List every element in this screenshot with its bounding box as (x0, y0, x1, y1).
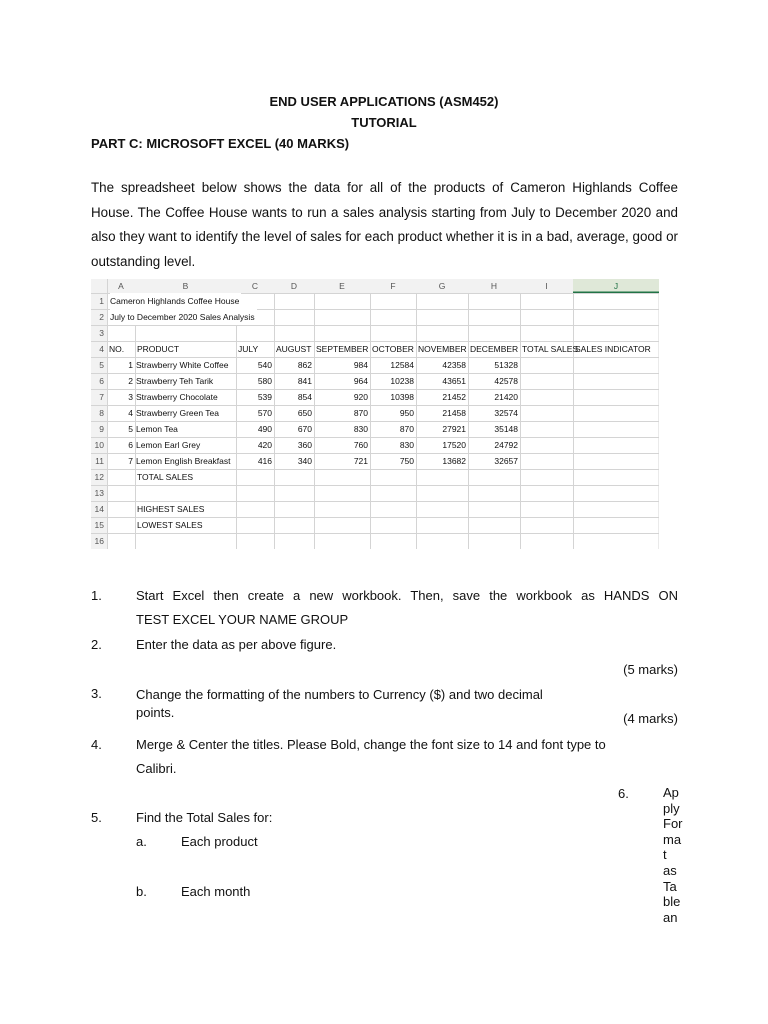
col-header-c: C (251, 281, 259, 291)
cell-product: Lemon Earl Grey (136, 440, 201, 450)
cell-value: 17520 (442, 440, 466, 450)
col-header-a: A (118, 281, 124, 291)
spreadsheet-image (91, 279, 659, 549)
row-header: 12 (94, 472, 104, 482)
header-no: NO. (109, 344, 125, 354)
cell-value: 920 (353, 392, 368, 402)
cell-value: 21458 (442, 408, 466, 418)
cell-value: 984 (353, 360, 368, 370)
cell-value: 670 (297, 424, 312, 434)
cell-value: 580 (257, 376, 272, 386)
cell-product: Lemon English Breakfast (136, 456, 231, 466)
row-header: 6 (99, 376, 104, 386)
q3-line-1: Change the formatting of the numbers to Currency ($) and two decimal (136, 687, 543, 702)
sheet-title-2: July to December 2020 Sales Analysis (110, 309, 257, 325)
q4-line-1: Merge & Center the titles. Please Bold, change the font size to 14 and font type to (136, 737, 606, 752)
cell-value: 21420 (494, 392, 518, 402)
cell-no: 1 (128, 360, 133, 370)
cell-value: 830 (353, 424, 368, 434)
cell-value: 862 (297, 360, 312, 370)
cell-value: 420 (257, 440, 272, 450)
cell-value: 32657 (494, 456, 518, 466)
cell-value: 416 (257, 456, 272, 466)
cell-value: 43651 (442, 376, 466, 386)
cell-value: 830 (399, 440, 414, 450)
cell-value: 650 (297, 408, 312, 418)
col-header-j: J (613, 281, 619, 291)
cell-value: 27921 (442, 424, 466, 434)
cell-value: 950 (399, 408, 414, 418)
col-header-g: G (438, 281, 446, 291)
document-title: END USER APPLICATIONS (ASM452) (269, 94, 499, 109)
cell-product: Strawberry Green Tea (136, 408, 219, 418)
cell-value: 42578 (494, 376, 518, 386)
cell-product: Strawberry White Coffee (136, 360, 229, 370)
header-december: DECEMBER (470, 344, 519, 354)
cell-value: 32574 (494, 408, 518, 418)
header-november: NOVEMBER (418, 344, 467, 354)
q5b-letter: b. (136, 884, 147, 899)
q3-line-2: points. (136, 705, 175, 720)
col-header-i: I (545, 281, 548, 291)
cell-value: 570 (257, 408, 272, 418)
highest-sales-label: HIGHEST SALES (137, 504, 205, 514)
q2-marks: (5 marks) (623, 662, 678, 677)
cell-value: 360 (297, 440, 312, 450)
q5a-text: Each product (181, 834, 258, 849)
header-sales-indicator: SALES INDICATOR (575, 344, 651, 354)
q6-wrapped-text: Ap ply For ma t as Ta ble an (663, 785, 683, 925)
cell-value: 35148 (494, 424, 518, 434)
sheet-title-1: Cameron Highlands Coffee House (110, 293, 241, 309)
row-header: 7 (99, 392, 104, 402)
cell-value: 721 (353, 456, 368, 466)
q1-number: 1. (91, 588, 102, 603)
cell-value: 42358 (442, 360, 466, 370)
cell-value: 21452 (442, 392, 466, 402)
header-product: PRODUCT (137, 344, 180, 354)
cell-value: 841 (297, 376, 312, 386)
cell-value: 10398 (390, 392, 414, 402)
cell-product: Strawberry Chocolate (136, 392, 218, 402)
row-header: 4 (99, 344, 104, 354)
cell-value: 750 (399, 456, 414, 466)
q5b-text: Each month (181, 884, 251, 899)
row-header: 8 (99, 408, 104, 418)
total-sales-label: TOTAL SALES (137, 472, 194, 482)
cell-value: 13682 (442, 456, 466, 466)
cell-value: 51328 (494, 360, 518, 370)
cell-value: 24792 (494, 440, 518, 450)
cell-value: 964 (353, 376, 368, 386)
row-header: 1 (99, 296, 104, 306)
q4-number: 4. (91, 737, 102, 752)
header-total-sales: TOTAL SALES (522, 344, 579, 354)
cell-value: 10238 (390, 376, 414, 386)
header-july: JULY (238, 344, 259, 354)
row-header: 14 (94, 504, 104, 514)
row-header: 10 (94, 440, 104, 450)
cell-value: 870 (353, 408, 368, 418)
col-header-d: D (290, 281, 298, 291)
q4-line-2: Calibri. (136, 761, 177, 776)
q5a-letter: a. (136, 834, 147, 849)
col-header-f: F (390, 281, 396, 291)
header-october: OCTOBER (372, 344, 414, 354)
cell-value: 490 (257, 424, 272, 434)
row-header: 13 (94, 488, 104, 498)
row-header: 15 (94, 520, 104, 530)
cell-product: Lemon Tea (136, 424, 178, 434)
q1-line-2: TEST EXCEL YOUR NAME GROUP (136, 612, 349, 627)
q6-number: 6. (618, 786, 629, 801)
part-heading: PART C: MICROSOFT EXCEL (40 MARKS) (91, 136, 350, 151)
cell-product: Strawberry Teh Tarik (136, 376, 214, 386)
q3-number: 3. (91, 686, 102, 701)
cell-value: 539 (257, 392, 272, 402)
cell-no: 4 (128, 408, 133, 418)
cell-no: 2 (128, 376, 133, 386)
col-header-e: E (339, 281, 345, 291)
row-header: 2 (99, 312, 104, 322)
q3-marks: (4 marks) (623, 711, 678, 726)
cell-value: 870 (399, 424, 414, 434)
document-subtitle: TUTORIAL (351, 115, 417, 130)
row-header: 5 (99, 360, 104, 370)
q1-line-1: Start Excel then create a new workbook. Then, save the workbook as HANDS ON (136, 588, 678, 603)
col-header-h: H (490, 281, 498, 291)
q2-text: Enter the data as per above figure. (136, 637, 337, 652)
q5-text: Find the Total Sales for: (136, 810, 273, 825)
cell-no: 3 (128, 392, 133, 402)
row-header: 3 (99, 328, 104, 338)
cell-value: 340 (297, 456, 312, 466)
cell-no: 5 (128, 424, 133, 434)
cell-value: 540 (257, 360, 272, 370)
q5-number: 5. (91, 810, 102, 825)
row-header: 11 (95, 456, 104, 466)
intro-paragraph: The spreadsheet below shows the data for all of the products of Cameron Highlands Coffee House. The Coffee House wants to run a sales analysis starting from July to December 2020 and also they want to identify the level of sales for each product whether it is in a bad, average, good or outstanding level. (91, 180, 678, 269)
cell-value: 760 (353, 440, 368, 450)
header-september: SEPTEMBER (316, 344, 369, 354)
lowest-sales-label: LOWEST SALES (137, 520, 203, 530)
header-august: AUGUST (276, 344, 312, 354)
q2-number: 2. (91, 637, 102, 652)
cell-value: 854 (297, 392, 312, 402)
cell-no: 6 (128, 440, 133, 450)
row-header: 9 (99, 424, 104, 434)
row-header: 16 (94, 536, 104, 546)
cell-no: 7 (128, 456, 133, 466)
col-header-b: B (182, 281, 189, 291)
cell-value: 12584 (390, 360, 414, 370)
